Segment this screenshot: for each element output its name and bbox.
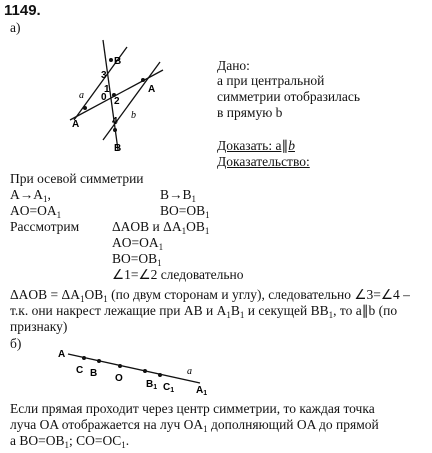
conclusion-line-3: признаку) <box>10 319 68 334</box>
footer-line-1: Если прямая проходит через центр симметрии, то каждая точка <box>10 401 375 416</box>
eq-2: $BO=OB_1$ <box>112 251 162 268</box>
line-a-b <box>68 354 200 383</box>
point-c <box>82 356 86 360</box>
label-angle-4: 4 <box>112 116 118 127</box>
footer-line-3: a $BO=OB_1$; $CO=OC_1$. <box>10 433 130 450</box>
footer-line-2: луча OA отображается на луч $OA_1$ дополняющий OA до прямой <box>10 417 379 434</box>
eq-1: $AO=OA_1$ <box>112 235 164 252</box>
point-o-b <box>118 364 122 368</box>
label-o: 0 <box>101 92 107 103</box>
label-b-top: B <box>114 56 122 67</box>
part-b-label: б) <box>10 336 22 351</box>
axial-symmetry-text: При осевой симметрии <box>10 171 144 186</box>
label-o-b: O <box>115 373 123 384</box>
given-line-3: в прямую b <box>217 105 283 120</box>
label-c1: $C_1$ <box>163 382 175 394</box>
consider-text: Рассмотрим <box>10 219 80 234</box>
point-b <box>97 359 101 363</box>
label-a-b: A <box>58 349 66 360</box>
conclusion-line-1: $\Delta AOB = \Delta A_1OB_1$ (по двум сторонам и углу), следовательно ∠3=∠4 – <box>10 287 410 304</box>
label-a-left: A <box>72 119 80 130</box>
label-angle-2: 2 <box>114 96 120 107</box>
triangles-text: ΔAOB и $\Delta A_1OB_1$ <box>112 219 210 236</box>
label-line-a-b: a <box>187 366 192 377</box>
part-a-label: а) <box>10 20 21 35</box>
label-angle-3: 3 <box>101 70 107 81</box>
point-c1 <box>158 373 162 377</box>
given-line-1: a при центральной <box>217 73 325 88</box>
label-c: C <box>76 365 84 376</box>
eq-bo: $BO=OB_1$ <box>160 203 210 220</box>
label-line-b: b <box>131 110 136 121</box>
label-a-right: A <box>148 84 156 95</box>
label-b-bottom: B <box>114 143 122 154</box>
conclusion-line-2: т.к. они накрест лежащие при AB и $A_1B_1$ и секущей $BB_1$, то a∥b (по <box>10 303 398 320</box>
eq-3: ∠1=∠2 следовательно <box>112 267 244 282</box>
label-a1: $A_1$ <box>196 385 208 397</box>
mapping-b: $B\to B_1$ <box>160 187 197 204</box>
problem-number: 1149. <box>4 2 41 19</box>
prove-line: Доказать: a∥b <box>217 138 295 153</box>
proof-title: Доказательство: <box>217 154 310 169</box>
label-angle-1: 1 <box>104 84 110 95</box>
label-b1: $B_1$ <box>146 379 158 391</box>
label-line-a: a <box>79 90 84 101</box>
given-title: Дано: <box>217 58 250 73</box>
given-line-2: симметрии отобразилась <box>217 89 361 104</box>
mapping-a: $A\to A_1$, <box>10 187 51 204</box>
eq-ao: $AO=OA_1$ <box>10 203 62 220</box>
label-b: B <box>90 368 98 379</box>
point-b1 <box>143 369 147 373</box>
